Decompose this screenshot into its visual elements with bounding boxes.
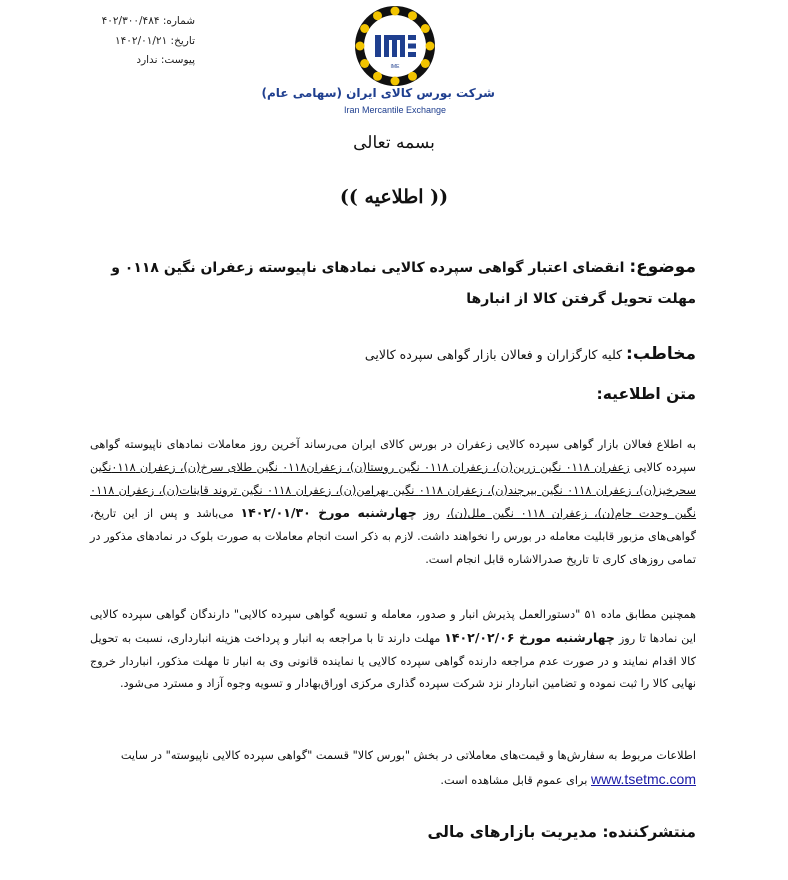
body-heading: متن اطلاعیه: xyxy=(596,385,696,403)
paragraph-delivery-part1: همچنین مطابق ماده ۵۱ "دستورالعمل پذیرش انبار و صدور، معامله و تسویه گواهی سپرده کالایی" دارندگان گواهی سپرده کالایی این نمادها تا روز xyxy=(90,608,697,645)
addressee-text: کلیه کارگزاران و فعالان بازار گواهی سپرده کالایی xyxy=(364,347,623,362)
ime-logo-icon xyxy=(353,4,437,88)
last-trading-date: چهارشنبه مورخ ۱۴۰۲/۰۱/۳۰ xyxy=(240,505,417,521)
paragraph-info xyxy=(90,745,696,793)
bismillah: بسمه تعالی xyxy=(353,133,435,153)
company-name-fa: شرکت بورس کالای ایران (سهامی عام) xyxy=(261,86,495,100)
addressee xyxy=(90,343,696,366)
paragraph-expiry xyxy=(90,434,696,572)
letter-attachment: پیوست: ندارد xyxy=(136,54,195,66)
subject-text: انقضای اعتبار گواهی سپرده کالایی نمادهای ناپیوسته زعفران نگین ۰۱۱۸ و مهلت تحویل گرفتن کالا از انبارها xyxy=(111,260,696,307)
announcement-title: (( اطلاعیه )) xyxy=(339,186,449,208)
paragraph-expiry-pre-date: روز xyxy=(423,507,440,521)
paragraph-info-suffix: برای عموم قابل مشاهده است. xyxy=(440,773,588,787)
letter-number: شماره: ۴۰۲/۳۰۰/۴۸۴ xyxy=(101,15,195,27)
paragraph-expiry-intro: به اطلاع فعالان بازار گواهی سپرده کالایی زعفران در بورس کالای ایران می‌رساند آخرین روز معاملات نمادهای ناپیوسته گواهی سپرده کالایی xyxy=(90,438,697,474)
company-name-en: Iran Mercantile Exchange xyxy=(343,105,447,115)
delivery-deadline-date: چهارشنبه مورخ ۱۴۰۲/۰۲/۰۶ xyxy=(444,629,615,645)
subject xyxy=(90,252,696,315)
paragraph-expiry-rest: می‌باشد و پس از این تاریخ، گواهی‌های مزبور قابلیت معامله در بورس را نخواهند داشت. لازم به ذکر است انجام معاملات به صورت بلوک در نمادهای مذکور در تمامی روزهای کاری تا تاریخ صدرالاشاره قابل انجام است. xyxy=(90,507,696,566)
logo-mark-text: IME xyxy=(390,64,400,70)
paragraph-info-text: اطلاعات مربوط به سفارش‌ها و قیمت‌های معاملاتی در بخش "بورس کالا" قسمت "گواهی سپرده کالایی ناپیوسته" در سایت xyxy=(120,749,696,762)
paragraph-delivery xyxy=(90,604,696,696)
paragraph-delivery-part2: مهلت دارند تا با مراجعه به انبار و پرداخت هزینه انبارداری، نسبت به تحویل کالا اقدام نمایند و در صورت عدم مراجعه دارنده گواهی سپرده کالایی یا نماینده قانونی وی به انبار تا مهلت مذکور، انباردار خروج نهایی کالا را ثبت نموده و تضامین انباردار نزد شرکت سپرده گذاری مرکزی اوراق‌بهادار و تسویه وجوه آزاد و مسترد می‌شود. xyxy=(90,631,696,691)
letter-meta xyxy=(85,12,195,71)
symbol-list: زعفران ۰۱۱۸ نگین زرین(ن)، زعفران ۰۱۱۸ نگین روستا(ن)، زعفران۰۱۱۸ نگین طلای سرخ(ن)، زعفران ۰۱۱۸نگین سحرخیز(ن)، زعفران ۰۱۱۸ نگین بیرجند(ن)، زعفران ۰۱۱۸ نگین بهرامن(ن)، زعفران ۰۱۱۸ نگین تروند قاینات(ن)، زعفران ۰۱۱۸ نگین وحدت جام(ن)، زعفران ۰۱۱۸ نگین ملل(ن)، xyxy=(90,460,697,521)
publisher: منتشرکننده: مدیریت بازارهای مالی xyxy=(427,823,696,841)
tsetmc-link[interactable]: www.tsetmc.com xyxy=(590,770,696,787)
addressee-label: مخاطب: xyxy=(626,344,696,364)
letter-date: تاریخ: ۱۴۰۲/۰۱/۲۱ xyxy=(115,34,195,47)
company-logo xyxy=(261,4,495,122)
subject-label: موضوع: xyxy=(629,257,696,277)
